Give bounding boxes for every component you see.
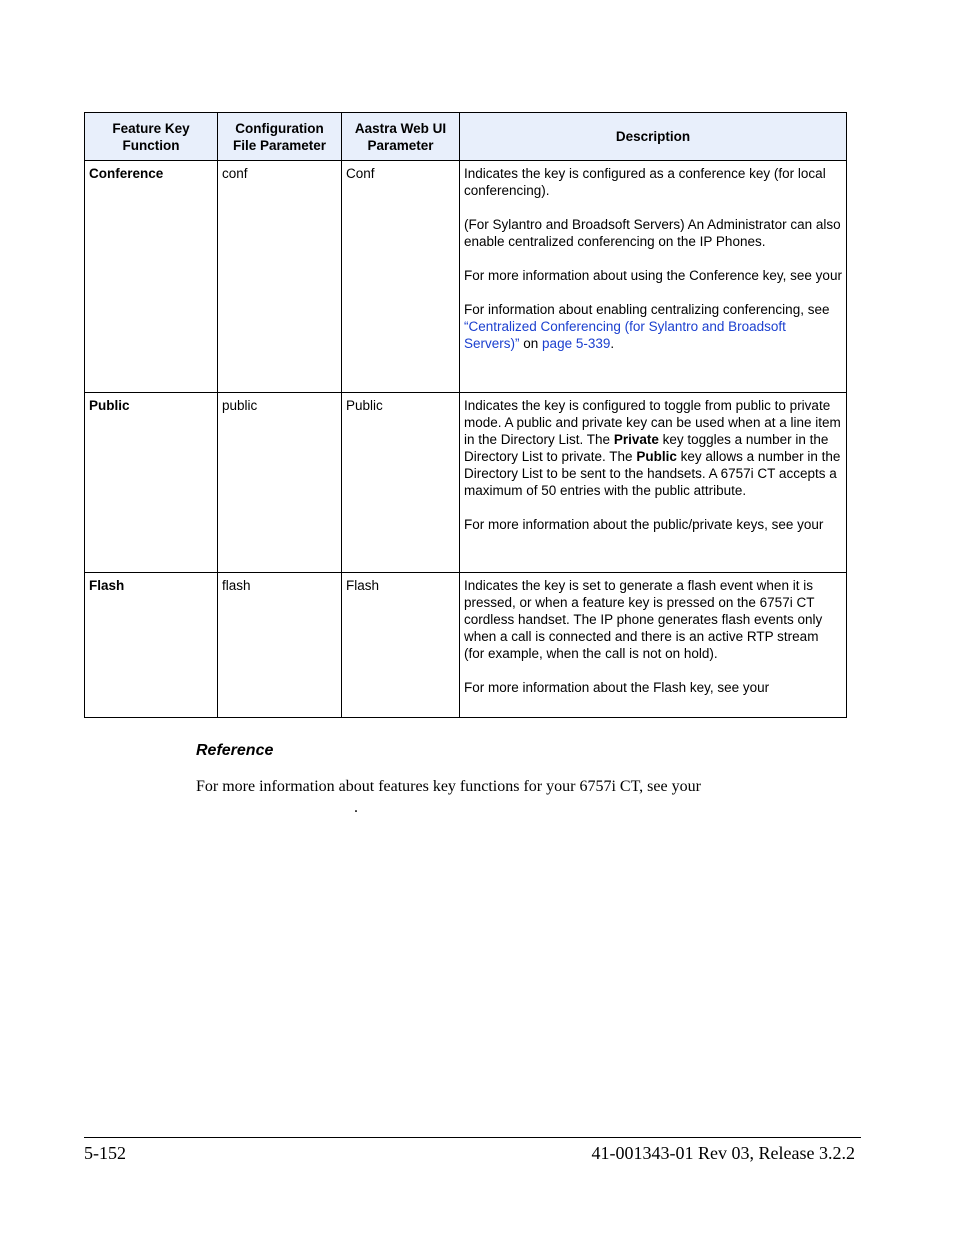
footer-divider (84, 1137, 861, 1138)
table-row-conference (85, 161, 847, 393)
desc-paragraph: For more information about the public/private keys, see your (464, 517, 824, 532)
cell-description (460, 161, 847, 393)
desc-paragraph: Indicates the key is configured as a conference key (for local conferencing). (464, 166, 826, 198)
cell-function: Conference (85, 161, 218, 393)
desc-paragraph: (For Sylantro and Broadsoft Servers) An Administrator can also enable centralized conferencing on the IP Phones. (464, 217, 841, 249)
desc-paragraph: For more information about the Flash key, see your (464, 680, 770, 695)
header-web-ui-parameter: Aastra Web UI Parameter (342, 113, 460, 161)
table-header-row (85, 113, 847, 161)
cell-config-param: public (218, 393, 342, 573)
feature-key-table (84, 112, 847, 718)
reference-period: . (354, 799, 358, 816)
table-row-public (85, 393, 847, 573)
cell-function: Flash (85, 573, 218, 718)
document-id: 41-001343-01 Rev 03, Release 3.2.2 (591, 1143, 855, 1163)
cell-config-param: flash (218, 573, 342, 718)
page-reference-link[interactable]: page 5-339 (542, 336, 611, 351)
desc-paragraph (464, 397, 842, 499)
cell-description (460, 573, 847, 718)
desc-paragraph: For more information about using the Conference key, see your (464, 268, 842, 283)
desc-text: key toggles a number in the Directory List to private. The (464, 432, 829, 464)
private-key-term: Private (613, 432, 659, 447)
cell-webui-param: Public (342, 393, 460, 573)
page-number: 5-152 (84, 1143, 126, 1163)
header-config-file-parameter: Configuration File Parameter (218, 113, 342, 161)
public-key-term: Public (636, 449, 677, 464)
cell-description (460, 393, 847, 573)
cell-webui-param: Conf (342, 161, 460, 393)
desc-text: . (610, 336, 615, 351)
desc-paragraph: Indicates the key is set to generate a flash event when it is pressed, or when a feature key is pressed on the 6757i CT cordless handset. The IP phone generates flash events only when a call is connected and there is an active RTP stream (for example, when the call is not on hold). (464, 578, 823, 661)
cell-config-param: conf (218, 161, 342, 393)
desc-text: key allows a number in the Directory List to be sent to the handsets. A 6757i CT accepts a maximum of 50 entries with the public attribute. (464, 449, 841, 498)
reference-text: For more information about features key functions for your 6757i CT, see your (196, 778, 701, 795)
desc-text: For information about enabling centralizing conferencing, see (464, 302, 830, 317)
cell-webui-param: Flash (342, 573, 460, 718)
header-feature-key-function: Feature Key Function (85, 113, 218, 161)
centralized-conferencing-link[interactable]: “Centralized Conferencing (for Sylantro and Broadsoft Servers)” (464, 319, 786, 351)
reference-heading: Reference (196, 742, 274, 759)
table-row-flash (85, 573, 847, 718)
header-description: Description (460, 113, 847, 161)
desc-text: on (519, 336, 543, 351)
cell-function: Public (85, 393, 218, 573)
desc-paragraph (464, 301, 842, 352)
desc-text: Indicates the key is configured to toggle from public to private mode. A public and private key can be used when at a line item in the Directory List. The (464, 398, 841, 447)
